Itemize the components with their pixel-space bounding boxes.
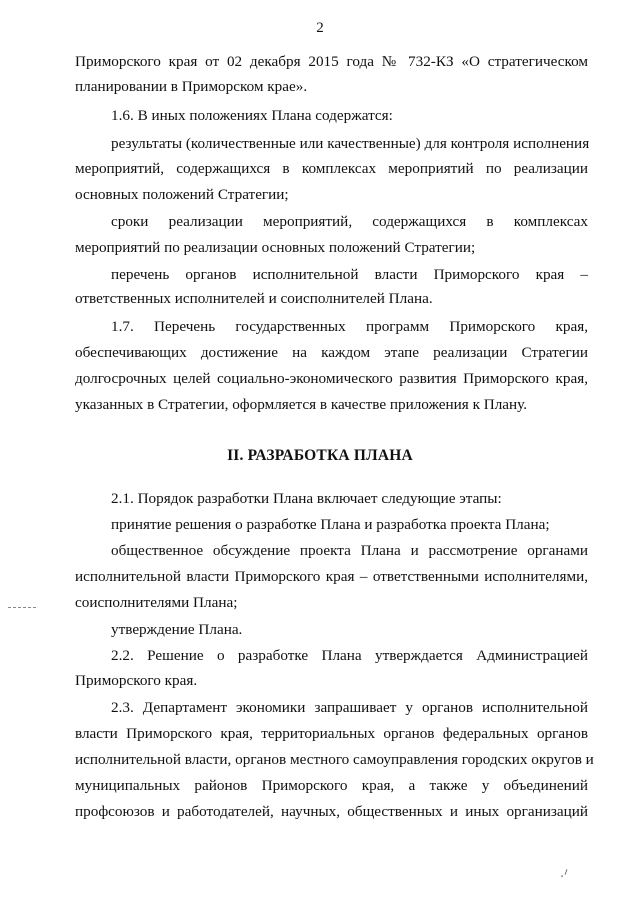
text-line: Приморского края от 02 декабря 2015 года № 732-КЗ «О стратегическом: [75, 53, 588, 70]
corner-pencil-mark: ·ᐟ: [557, 866, 573, 886]
text-line: сроки реализации мероприятий, содержащихся в комплексах: [111, 213, 588, 230]
text-line: общественное обсуждение проекта Плана и рассмотрение органами: [111, 542, 588, 559]
margin-scan-mark: [8, 607, 36, 608]
text-line: 2.2. Решение о разработке Плана утверждается Администрацией: [111, 647, 588, 664]
text-line: 2.1. Порядок разработки Плана включает следующие этапы:: [111, 490, 502, 507]
text-line: основных положений Стратегии;: [75, 186, 289, 203]
text-line: долгосрочных целей социально-экономического развития Приморского края,: [75, 370, 588, 387]
text-line: результаты (количественные или качественные) для контроля исполнения: [111, 135, 590, 152]
text-line: муниципальных районов Приморского края, а также у объединений: [75, 777, 588, 794]
text-line: планировании в Приморском крае».: [75, 78, 308, 95]
text-line: профсоюзов и работодателей, научных, общественных и иных организаций: [75, 803, 588, 820]
text-line: мероприятий, содержащихся в комплексах мероприятий по реализации: [75, 160, 588, 177]
section-heading: II. РАЗРАБОТКА ПЛАНА: [227, 447, 413, 464]
text-line: 1.6. В иных положениях Плана содержатся:: [111, 107, 393, 124]
text-line: власти Приморского края, территориальных органов федеральных органов: [75, 725, 588, 742]
text-line: соисполнителями Плана;: [75, 594, 238, 611]
text-line: 1.7. Перечень государственных программ Приморского края,: [111, 318, 588, 335]
text-line: принятие решения о разработке Плана и разработка проекта Плана;: [111, 516, 550, 533]
text-line: Приморского края.: [75, 672, 198, 689]
text-line: исполнительной власти, органов местного самоуправления городских округов и: [75, 751, 594, 768]
text-line: утверждение Плана.: [111, 621, 243, 638]
text-line: 2.3. Департамент экономики запрашивает у органов исполнительной: [111, 699, 588, 716]
text-line: перечень органов исполнительной власти Приморского края –: [111, 266, 588, 283]
text-line: исполнительной власти Приморского края – ответственными исполнителями,: [75, 568, 588, 585]
text-line: указанных в Стратегии, оформляется в качестве приложения к Плану.: [75, 396, 528, 413]
text-line: обеспечивающих достижение на каждом этапе реализации Стратегии: [75, 344, 588, 361]
page-number: 2: [316, 20, 324, 36]
text-line: ответственных исполнителей и соисполнителей Плана.: [75, 290, 433, 307]
text-line: мероприятий по реализации основных положений Стратегии;: [75, 239, 476, 256]
